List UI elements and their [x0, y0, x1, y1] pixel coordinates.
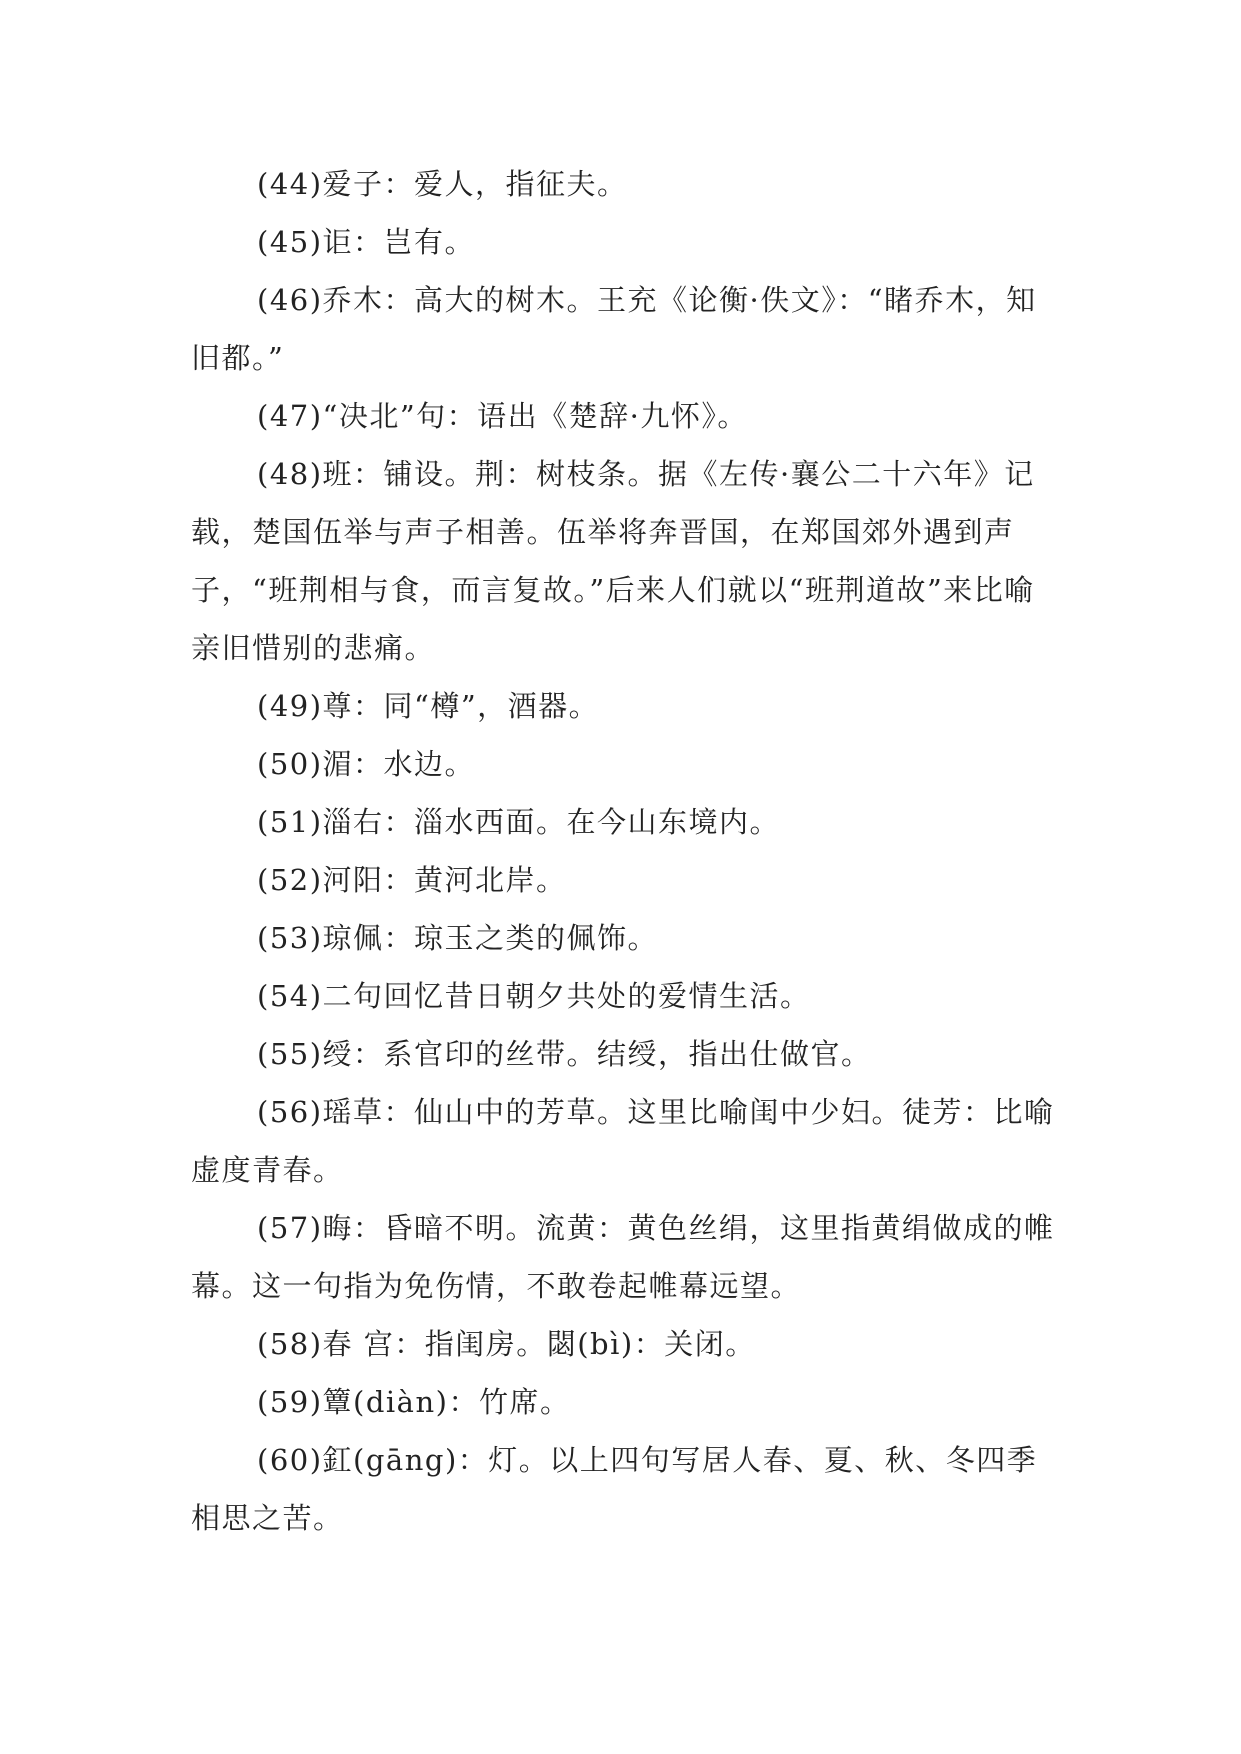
note-49: (49)尊：同“樽”，酒器。 [257, 689, 600, 723]
note-52: (52)河阳：黄河北岸。 [257, 863, 567, 897]
note-57: (57)晦：昏暗不明。流黄：黄色丝绢，这里指黄绢做成的帷幕。这一句指为免伤情，不敢卷起帷幕远望。 [191, 1211, 1055, 1303]
note-50: (50)湄：水边。 [257, 747, 476, 781]
note-48: (48)班：铺设。荆：树枝条。据《左传·襄公二十六年》记载，楚国伍举与声子相善。伍举将奔晋国，在郑国郊外遇到声子，“班荆相与食，而言复故。”后来人们就以“班荆道故”来比喻亲旧惜别的悲痛。 [191, 457, 1035, 665]
note-47: (47)“决北”句：语出《楚辞·九怀》。 [257, 399, 748, 433]
note-45: (45)讵：岂有。 [257, 225, 476, 259]
note-56: (56)瑶草：仙山中的芳草。这里比喻闺中少妇。徒芳：比喻虚度青春。 [191, 1095, 1055, 1187]
note-60: (60)釭(gāng)：灯。以上四句写居人春、夏、秋、冬四季相思之苦。 [191, 1443, 1038, 1535]
note-55: (55)绶：系官印的丝带。结绶，指出仕做官。 [257, 1037, 872, 1071]
note-46: (46)乔木：高大的树木。王充《论衡·佚文》：“睹乔木，知旧都。” [191, 283, 1037, 375]
note-44: (44)爱子：爱人，指征夫。 [257, 167, 628, 201]
note-53: (53)琼佩：琼玉之类的佩饰。 [257, 921, 659, 955]
note-54: (54)二句回忆昔日朝夕共处的爱情生活。 [257, 979, 811, 1013]
note-51: (51)淄右：淄水西面。在今山东境内。 [257, 805, 781, 839]
annotation-list [191, 155, 1061, 1547]
note-58: (58)春 宫：指闺房。閟(bì)：关闭。 [257, 1327, 756, 1361]
note-59: (59)簟(diàn)：竹席。 [257, 1385, 571, 1419]
